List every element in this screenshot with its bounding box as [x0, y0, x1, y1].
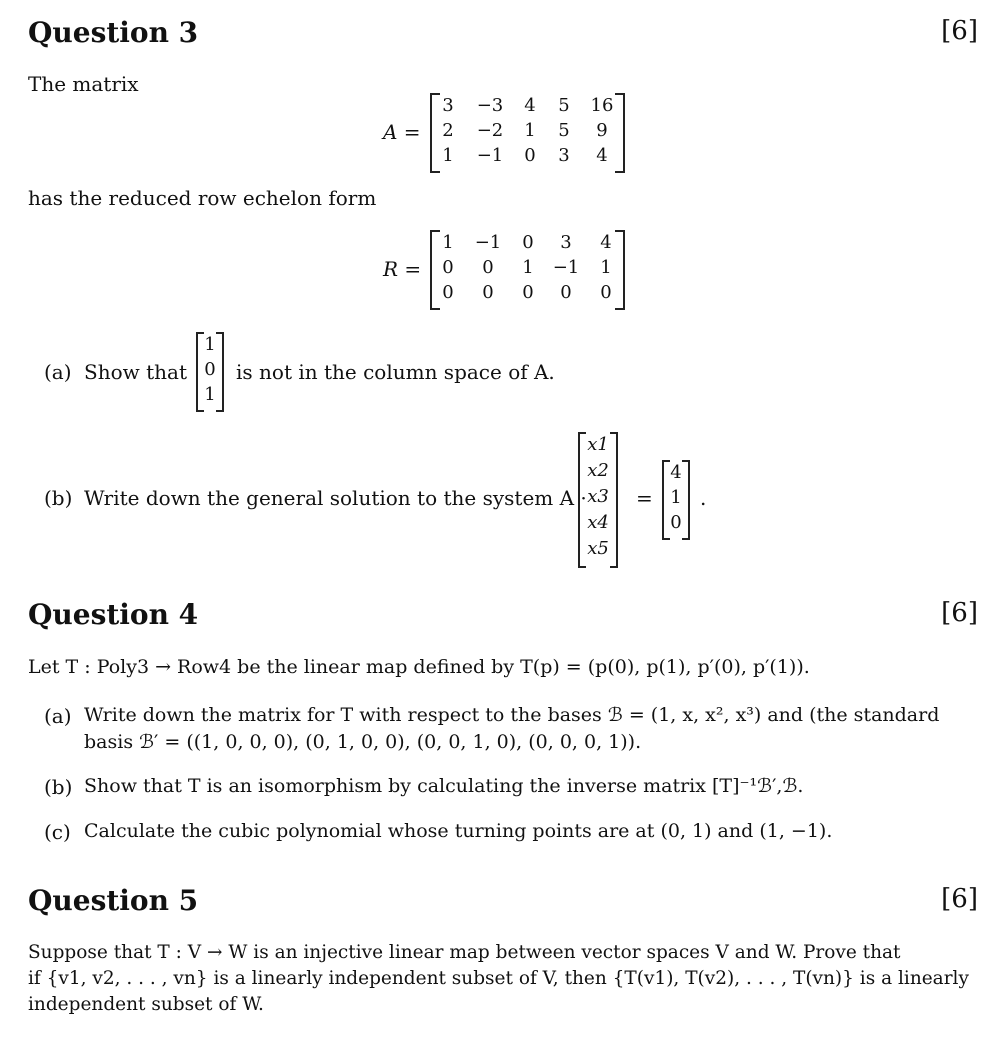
matrix-cell: 3	[560, 232, 572, 253]
matrix-cell: 1	[600, 257, 612, 278]
matrix-cell: 1	[522, 257, 534, 278]
matrix-cell: 0	[482, 257, 494, 278]
matrix-cell: −1	[552, 257, 580, 278]
matrix-cell: −1	[474, 232, 502, 253]
matrix-cell: 4	[600, 232, 612, 253]
question-3-title: Question 3	[28, 16, 199, 49]
matrix-cell: 2	[442, 120, 454, 141]
equals-sign: =	[636, 486, 653, 510]
matrix-cell: 0	[524, 145, 536, 166]
q4b-label: (b)	[44, 775, 73, 799]
period: .	[700, 486, 707, 510]
question-3-marks: [6]	[941, 16, 978, 46]
matrix-cell: 4	[596, 145, 608, 166]
vector-101	[196, 332, 224, 412]
vector-cell: 1	[204, 384, 216, 405]
q4-intro: Let T : Poly3 → Row4 be the linear map defined by T(p) = (p(0), p(1), p′(0), p′(1)).	[28, 656, 810, 678]
matrix-cell: 0	[442, 282, 454, 303]
q4c-text: Calculate the cubic polynomial whose turning points are at (0, 1) and (1, −1).	[84, 820, 833, 842]
vector-cell: 0	[204, 359, 216, 380]
question-4-marks: [6]	[941, 598, 978, 628]
vector-cell: 1	[670, 487, 682, 508]
matrix-cell: 1	[442, 145, 454, 166]
vector-cell: x2	[587, 460, 609, 481]
matrix-r-label: R =	[383, 257, 422, 281]
matrix-cell: 3	[558, 145, 570, 166]
matrix-cell: 0	[442, 257, 454, 278]
question-5-title: Question 5	[28, 884, 199, 917]
matrix-cell: 0	[522, 282, 534, 303]
matrix-cell: 0	[560, 282, 572, 303]
matrix-a	[430, 93, 625, 173]
vector-cell: 1	[204, 334, 216, 355]
matrix-cell: 1	[442, 232, 454, 253]
q5-line2: if {v1, v2, . . . , vn} is a linearly independent subset of V, then {T(v1), T(v2), . . . , T(vn)} is a linearly	[28, 968, 969, 989]
matrix-cell: −2	[476, 120, 504, 141]
vector-cell: 4	[670, 462, 682, 483]
question-4-title: Question 4	[28, 598, 199, 631]
matrix-a-label: A =	[383, 120, 421, 144]
matrix-cell: 4	[524, 95, 536, 116]
question-5-marks: [6]	[941, 884, 978, 914]
q3a-label: (a)	[44, 360, 72, 384]
matrix-cell: 5	[558, 95, 570, 116]
q3a-post-text: is not in the column space of A.	[236, 360, 555, 384]
vector-cell: x4	[587, 512, 609, 533]
q4a-line1: Write down the matrix for T with respect to the bases ℬ = (1, x, x², x³) and (the standard	[84, 704, 940, 726]
matrix-cell: 3	[442, 95, 454, 116]
vector-cell: x5	[587, 538, 609, 559]
q4b-text: Show that T is an isomorphism by calculating the inverse matrix [T]⁻¹ℬ′,ℬ.	[84, 775, 804, 797]
q5-line3: independent subset of W.	[28, 994, 264, 1015]
vector-cell: 0	[670, 512, 682, 533]
matrix-cell: −1	[476, 145, 504, 166]
q3a-pre-text: Show that	[84, 360, 187, 384]
q5-line1: Suppose that T : V → W is an injective linear map between vector spaces V and W. Prove that	[28, 942, 901, 963]
q3b-text: Write down the general solution to the system A ·	[84, 486, 587, 510]
vector-cell: x3	[587, 486, 609, 507]
matrix-cell: 0	[482, 282, 494, 303]
matrix-cell: −3	[476, 95, 504, 116]
matrix-cell: 5	[558, 120, 570, 141]
q3-intro: The matrix	[28, 72, 139, 96]
vector-x	[578, 432, 618, 568]
matrix-cell: 16	[590, 95, 614, 116]
matrix-cell: 9	[596, 120, 608, 141]
vector-cell: x1	[587, 434, 609, 455]
matrix-cell: 0	[600, 282, 612, 303]
q4a-line2: basis ℬ′ = ((1, 0, 0, 0), (0, 1, 0, 0), (0, 0, 1, 0), (0, 0, 0, 1)).	[84, 731, 642, 753]
q4a-label: (a)	[44, 704, 72, 728]
vector-rhs	[662, 460, 690, 540]
matrix-r	[430, 230, 625, 310]
q4c-label: (c)	[44, 820, 71, 844]
q3-rref-text: has the reduced row echelon form	[28, 186, 377, 210]
q3b-label: (b)	[44, 486, 73, 510]
matrix-cell: 0	[522, 232, 534, 253]
matrix-cell: 1	[524, 120, 536, 141]
